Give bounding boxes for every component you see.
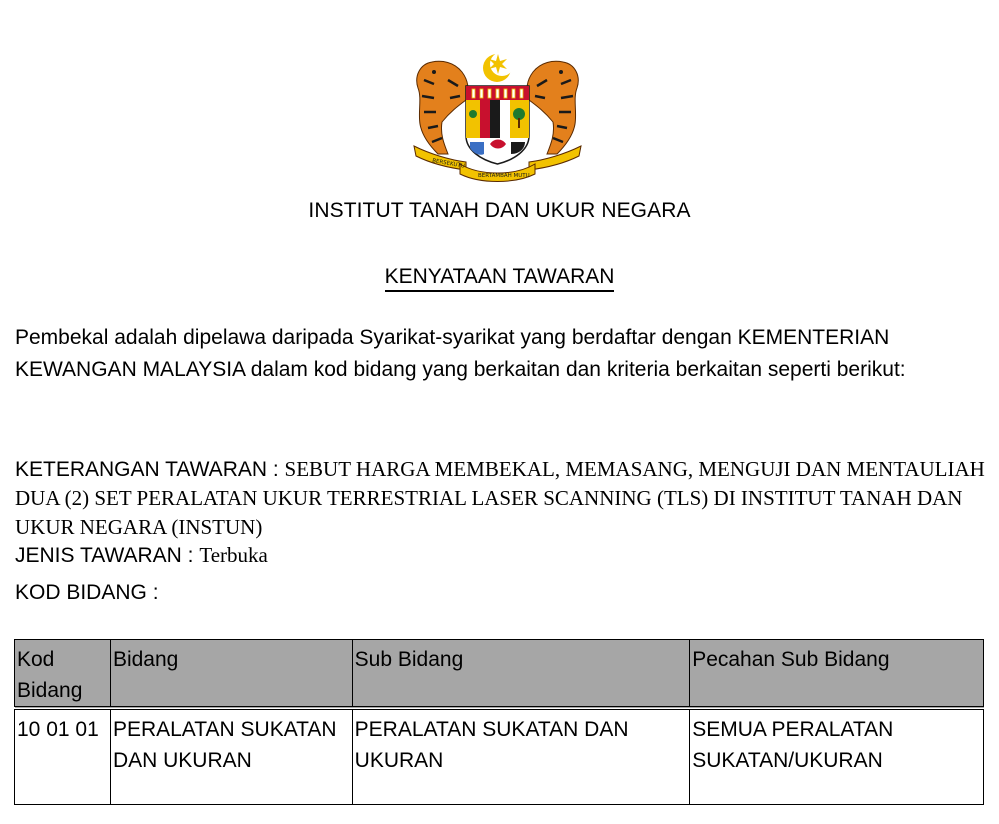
column-header-pecahan-sub-bidang: Pecahan Sub Bidang — [690, 640, 984, 709]
offer-type — [15, 541, 985, 570]
column-header-sub-bidang: Sub Bidang — [352, 640, 690, 709]
crest-motto-center: BERTAMBAH MUTU — [478, 173, 530, 179]
organization-name: INSTITUT TANAH DAN UKUR NEGARA — [308, 199, 691, 222]
field-code-label: KOD BIDANG : — [15, 581, 159, 604]
column-header-kod-bidang: Kod Bidang — [15, 640, 111, 709]
document-title-text: KENYATAAN TAWARAN — [385, 265, 615, 292]
cell-sub-bidang: PERALATAN SUKATAN DAN UKURAN — [352, 708, 690, 805]
column-header-bidang: Bidang — [110, 640, 352, 709]
right-tiger-icon — [527, 61, 578, 154]
cell-pecahan-sub-bidang: SEMUA PERALATAN SUKATAN/UKURAN — [690, 708, 984, 805]
offer-description-label: KETERANGAN TAWARAN : — [15, 458, 285, 481]
field-code-table — [14, 639, 984, 805]
offer-type-value: Terbuka — [199, 543, 268, 567]
offer-type-label: JENIS TAWARAN : — [15, 544, 200, 567]
left-tiger-icon — [417, 61, 468, 154]
document-title — [0, 265, 999, 289]
table-header-row — [15, 640, 984, 709]
table-row — [15, 708, 984, 805]
offer-description — [15, 455, 985, 542]
crescent-star-icon — [483, 52, 514, 82]
cell-bidang: PERALATAN SUKATAN DAN UKURAN — [110, 708, 352, 805]
intro-paragraph: Pembekal adalah dipelawa daripada Syarikat-syarikat yang berdaftar dengan KEMENTERIAN KEWANGAN MALAYSIA dalam kod bidang yang berkaitan dan kriteria berkaitan seperti berikut: — [15, 326, 906, 381]
offer-description-value: SEBUT HARGA MEMBEKAL, MEMASANG, MENGUJI DAN MENTAULIAH DUA (2) SET PERALATAN UKUR TERRESTRIAL LASER SCANNING (TLS) DI INSTITUT TANAH DAN UKUR NEGARA (INSTUN) — [15, 457, 985, 539]
crest-motto-left: BERSEKUTU — [431, 158, 466, 170]
malaysia-coat-of-arms-icon — [410, 50, 585, 185]
cell-kod-bidang: 10 01 01 — [15, 708, 111, 805]
shield-icon — [466, 86, 529, 164]
